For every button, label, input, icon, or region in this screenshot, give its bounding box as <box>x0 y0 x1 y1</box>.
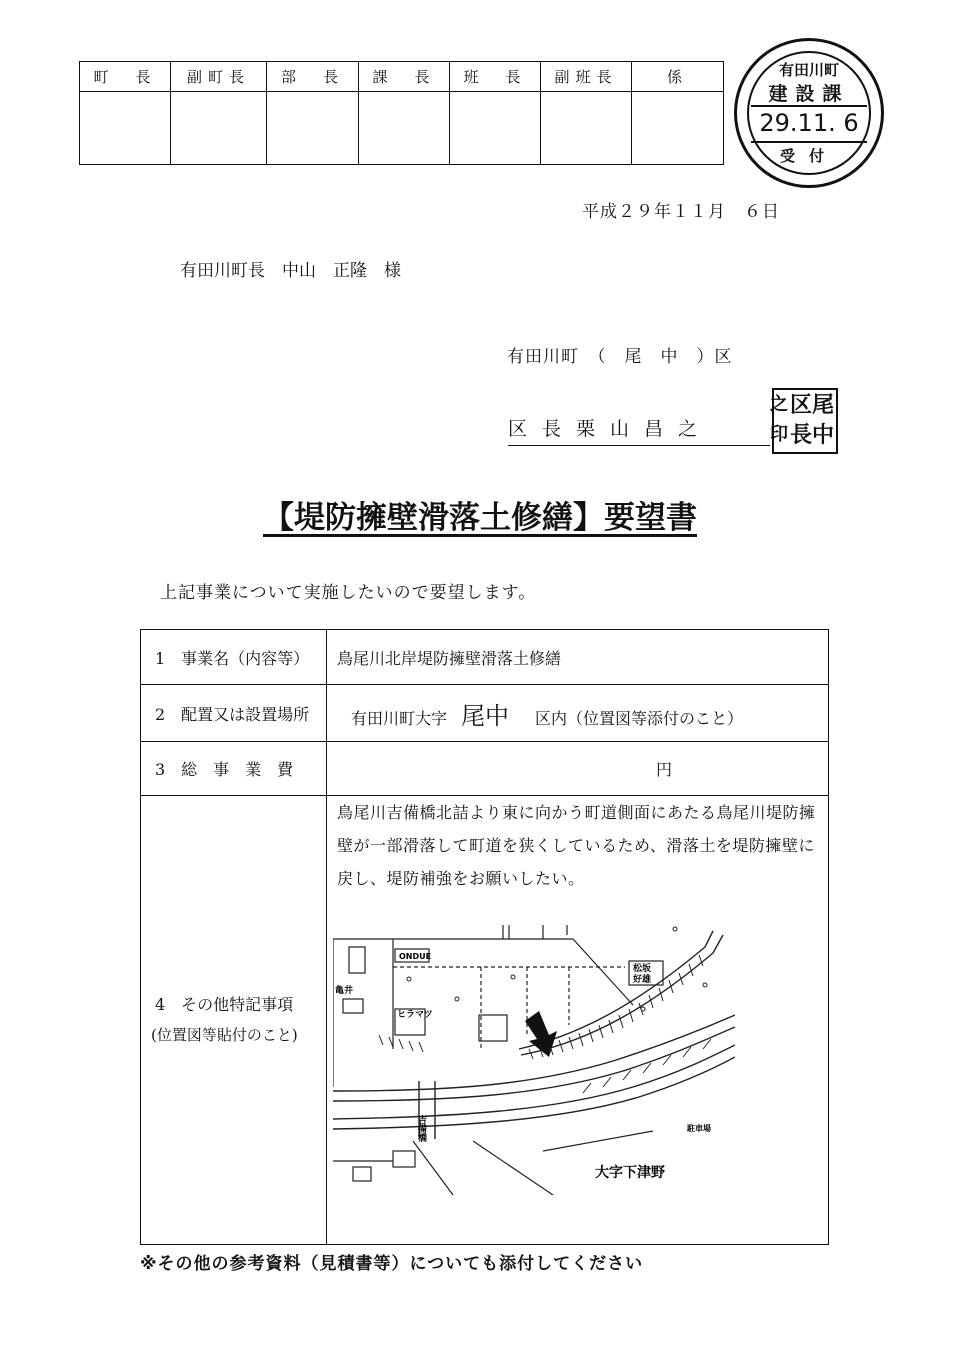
approval-seal-space <box>541 92 632 165</box>
approval-seal-space <box>80 92 171 165</box>
approval-header: 部 長 <box>267 62 359 92</box>
row-label: 1 事業名（内容等） <box>141 630 327 685</box>
approval-header: 副町長 <box>171 62 267 92</box>
row-label: 3 総 事 業 費 <box>141 742 327 796</box>
seal-char: 長 <box>790 422 813 448</box>
seal-char: 印 <box>770 424 788 445</box>
approval-header: 係 <box>632 62 724 92</box>
place-prefix: 有田川町大字 <box>351 708 448 728</box>
receipt-stamp <box>734 38 884 188</box>
approval-header: 副班長 <box>541 62 632 92</box>
map-label-bridge: 吉備橋 <box>416 1115 426 1142</box>
row-label-line: (位置図等貼付のこと) <box>151 1025 298 1044</box>
row-value <box>327 796 829 1245</box>
map-label-hiramatsu: ヒラマツ <box>397 1010 433 1020</box>
approval-seal-space <box>267 92 359 165</box>
place-name: 尾中 <box>461 701 510 730</box>
approval-header: 課 長 <box>359 62 450 92</box>
document-date: 平成２９年１１月 ６日 <box>582 202 780 222</box>
intro-text: 上記事業について実施したいので要望します。 <box>160 583 537 603</box>
seal-char: 之 <box>770 394 788 415</box>
stamp-divider <box>751 141 867 143</box>
approval-seal-space <box>450 92 541 165</box>
seal-char: 中 <box>812 422 835 448</box>
table-row <box>141 685 829 742</box>
row-value <box>327 685 829 742</box>
map-label-yoshio: 好雄 <box>633 975 652 985</box>
approval-seal-space <box>171 92 267 165</box>
place-suffix: 区内（位置図等添付のこと） <box>535 708 744 728</box>
district-chief: 区長栗山昌之 <box>508 414 770 446</box>
request-description: 鳥尾川吉備橋北詰より東に向かう町道側面にあたる鳥尾川堤防擁壁が一部滑落して町道を狭くしているため、滑落土を堤防擁壁に戻し、堤防補強をお願いしたい。 <box>337 803 816 888</box>
row-value: 円 <box>327 742 829 796</box>
approval-header: 班 長 <box>450 62 541 92</box>
map-label-area: 大字下津野 <box>595 1165 665 1181</box>
row-label <box>141 796 327 1245</box>
seal-char: 尾 <box>812 392 835 418</box>
personal-seal <box>772 388 838 454</box>
stamp-divider <box>751 105 867 107</box>
approval-seal-space <box>632 92 724 165</box>
table-row <box>141 796 829 1245</box>
map-label-matsuzaka: 松坂 <box>633 964 652 974</box>
stamp-received: 受付 <box>779 147 838 165</box>
table-row <box>141 630 829 685</box>
stamp-town: 有田川町 <box>778 61 839 79</box>
map-label-parking: 駐車場 <box>687 1124 711 1133</box>
stamp-dept: 建設課 <box>768 83 850 105</box>
request-table <box>140 629 829 1245</box>
row-label: 2 配置又は設置場所 <box>141 685 327 742</box>
map-label-kamei: 亀井 <box>335 986 354 996</box>
map-label-ondue: ONDUE <box>399 952 432 961</box>
row-label-line: 4 その他特記事項 <box>155 994 294 1014</box>
addressee: 有田川町長 中山 正隆 様 <box>180 261 401 281</box>
seal-char: 区 <box>790 392 813 418</box>
row-value: 鳥尾川北岸堤防擁壁滑落土修繕 <box>327 630 829 685</box>
footnote: ※その他の参考資料（見積書等）についても添付してください <box>140 1254 644 1274</box>
location-map <box>333 925 735 1195</box>
approval-seal-space <box>359 92 450 165</box>
document-title <box>0 492 960 537</box>
stamp-date: 29.11. 6 <box>759 109 859 137</box>
table-row <box>141 742 829 796</box>
document-title-text: 【堤防擁壁滑落土修繕】要望書 <box>263 500 697 536</box>
approval-table <box>79 61 724 165</box>
district-name: 有田川町 （ 尾 中 ）区 <box>507 347 733 367</box>
approval-header: 町 長 <box>80 62 171 92</box>
